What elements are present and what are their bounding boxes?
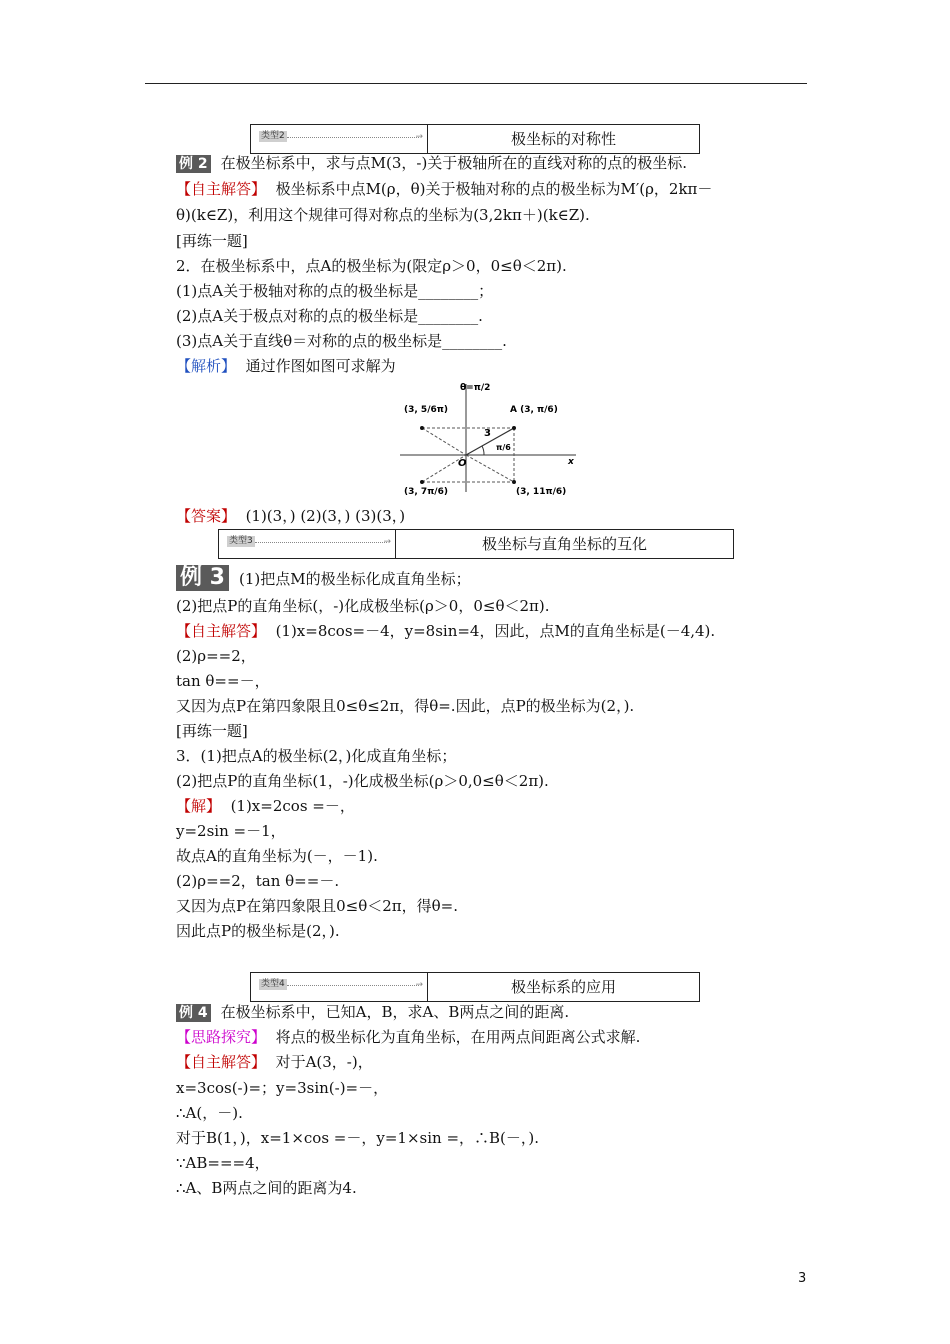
think-label: 【思路探究】	[176, 1028, 267, 1046]
answer-text: (1)(3，) (2)(3，) (3)(3，)	[245, 507, 406, 525]
answer-text: 对于A(3，-)，	[275, 1053, 373, 1071]
ex4-answer-line6: ∴A、B两点之间的距离为4.	[176, 1179, 357, 1197]
point-A	[512, 426, 516, 430]
solution-line2: y=2sin =－1，	[176, 822, 286, 840]
question-text: 在极坐标系中，已知A，B，求A、B两点之间的距离.	[220, 1003, 570, 1021]
question-text: (1)把点M的极坐标化成直角坐标；	[238, 570, 471, 588]
practice-2-part2: (2)点A关于极点对称的点的极坐标是________.	[176, 307, 483, 325]
label-A: A (3, π/6)	[510, 405, 558, 415]
solution-line5: 又因为点P在第四象限且0≤θ＜2π，得θ=.	[176, 897, 459, 915]
answer-text: 极坐标系中点M(ρ，θ)关于极轴对称的点的极坐标为M′(ρ，2kπ－	[275, 180, 713, 198]
dashed-to-116	[466, 455, 514, 482]
example-4-question	[176, 1002, 569, 1022]
ex3-answer-line4: 又因为点P在第四象限且0≤θ≤2π，得θ=.因此，点P的极坐标为(2，).	[176, 697, 635, 715]
ex4-answer-line3: ∴A(，－).	[176, 1104, 243, 1122]
ex4-answer-line5: ∵AB===4，	[176, 1154, 270, 1172]
section-tag	[251, 125, 428, 153]
example-3-question	[176, 565, 471, 593]
think-text: 将点的极坐标化为直角坐标，在用两点间距离公式求解.	[275, 1028, 641, 1046]
analysis-label: 【解析】	[176, 357, 237, 375]
solution-line4: (2)ρ==2，tan θ==－.	[176, 872, 340, 890]
ex4-answer-line4: 对于B(1，)，x=1×cos =－，y=1×sin =，∴B(－，).	[176, 1129, 540, 1147]
question-text: 在极坐标系中，求与点M(3，-)关于极轴所在的直线对称的点的极坐标.	[220, 154, 688, 172]
practice-3-part2: (2)把点P的直角坐标(1，-)化成极坐标(ρ＞0,0≤θ＜2π).	[176, 772, 549, 790]
practice-3-question: 3．(1)把点A的极坐标(2，)化成直角坐标；	[176, 747, 457, 765]
answer-line	[176, 506, 405, 526]
x-axis-label: x	[568, 457, 574, 467]
theta-top-label: θ=π/2	[460, 383, 491, 393]
type-badge: 类型2	[261, 131, 285, 141]
point-76	[420, 480, 424, 484]
label-56: (3, 5/6π)	[404, 405, 448, 415]
more-practice-label: [再练一题]	[176, 722, 248, 740]
section-tag	[251, 973, 428, 1001]
answer-text: (1)x=8cos=－4，y=8sin=4，因此，点M的直角坐标是(－4,4).	[275, 622, 716, 640]
angle-label: π/6	[496, 443, 511, 452]
ex4-answer-line1	[176, 1052, 373, 1072]
length-label: 3	[484, 428, 491, 439]
solution-line1	[176, 796, 355, 816]
self-answer-label: 【自主解答】	[176, 1053, 267, 1071]
angle-arc	[482, 446, 484, 455]
type-badge: 类型4	[261, 979, 285, 989]
analysis-text: 通过作图如图可求解为	[245, 357, 396, 375]
section-title: 极坐标系的应用	[510, 978, 616, 996]
type-badge: 类型3	[229, 536, 253, 546]
example-label: 例 2	[176, 155, 211, 173]
self-answer-label: 【自主解答】	[176, 622, 267, 640]
section-header-type2	[250, 124, 700, 154]
solution-label: 【解】	[176, 797, 222, 815]
ex3-answer-line1	[176, 621, 715, 641]
think-line	[176, 1027, 640, 1047]
origin-label: O	[458, 458, 467, 469]
page-number: 3	[798, 1271, 807, 1286]
ex2-answer-line1	[176, 179, 712, 199]
arrow-icon: →	[383, 537, 391, 547]
label-76: (3, 7π/6)	[404, 487, 448, 497]
section-header-type3	[218, 529, 734, 559]
dotted-leader	[287, 985, 419, 986]
section-header-type4	[250, 972, 700, 1002]
practice-2-part3: (3)点A关于直线θ＝对称的点的极坐标是________.	[176, 332, 507, 350]
polar-symmetry-figure	[400, 380, 590, 500]
solution-text: (1)x=2cos =－，	[230, 797, 355, 815]
example-label: 例 4	[176, 1004, 211, 1022]
practice-2-question: 2．在极坐标系中，点A的极坐标为(限定ρ＞0，0≤θ＜2π).	[176, 257, 567, 275]
section-tag	[219, 530, 396, 558]
practice-2-part1: (1)点A关于极轴对称的点的极坐标是________；	[176, 282, 494, 300]
ex4-answer-line2: x=3cos(-)=；y=3sin(-)=－，	[176, 1079, 389, 1097]
self-answer-label: 【自主解答】	[176, 180, 267, 198]
dotted-leader	[255, 542, 387, 543]
header-rule	[145, 83, 807, 84]
section-title: 极坐标与直角坐标的互化	[481, 535, 647, 553]
ex2-answer-line2: θ)(k∈Z)，利用这个规律可得对称点的坐标为(3,2kπ＋)(k∈Z).	[176, 206, 590, 224]
arrow-icon: →	[415, 132, 423, 142]
label-116: (3, 11π/6)	[516, 487, 567, 497]
example-2-question	[176, 153, 687, 173]
point-116	[512, 480, 516, 484]
analysis-line	[176, 356, 396, 376]
solution-line3: 故点A的直角坐标为(－，－1).	[176, 847, 378, 865]
ex3-answer-line3: tan θ==－，	[176, 672, 270, 690]
example-label: 例 3	[176, 565, 229, 591]
more-practice-label: [再练一题]	[176, 232, 248, 250]
answer-label: 【答案】	[176, 507, 237, 525]
solution-line6: 因此点P的极坐标是(2，).	[176, 922, 340, 940]
dotted-leader	[287, 137, 419, 138]
dashed-to-56	[422, 428, 466, 455]
ex3-answer-line2: (2)ρ==2，	[176, 647, 256, 665]
point-56	[420, 426, 424, 430]
arrow-icon: →	[415, 980, 423, 990]
ex3-question-part2: (2)把点P的直角坐标(，-)化成极坐标(ρ＞0，0≤θ＜2π).	[176, 597, 550, 615]
section-title: 极坐标的对称性	[510, 130, 616, 148]
